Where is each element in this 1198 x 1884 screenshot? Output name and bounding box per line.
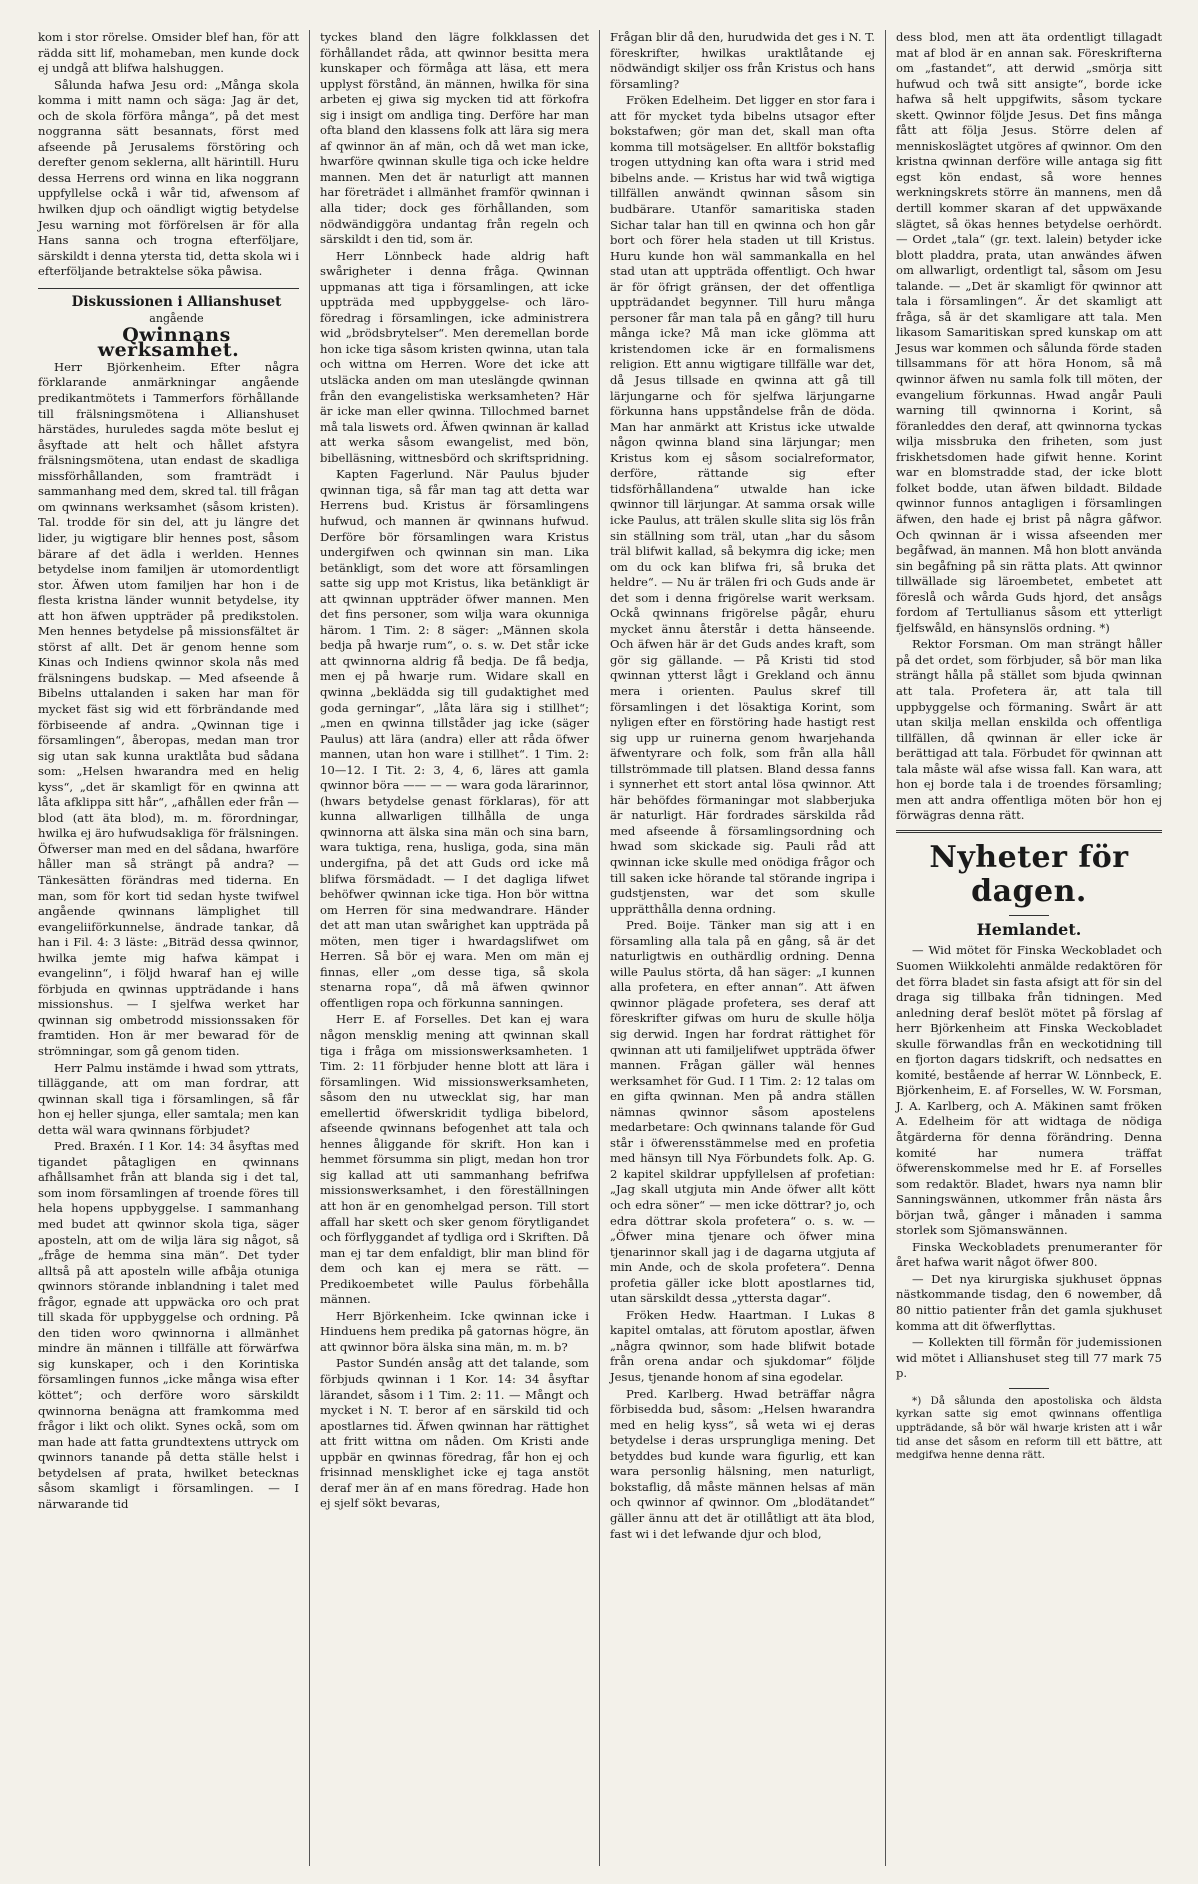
paragraph: dess blod, men att äta ordentligt tillagadt mat af blod är en annan sak. Föreskrifterna om „fastandet“, att derwid „smörja sitt hufwud och twå sitt ansigte“, borde icke hafwa så helt uppgifwits, såsom tyckare skett. Qwinnor följde Jesus. Det fins många fått att följa Jesus. Större delen af menniskoslägtet utgöres af qwinnor. Om den kristna qwinnan derföre wille antaga sig fitt egst kön endast, så wore hennes werkningskrets större än mannens, men då dertill kommer skaran af det uppwäxande slägtet, så ökas hennes betydelse oerhördt. — Ordet „tala“ (gr. text. lalein) betyder icke blott pladdra, prata, utan anwändes äfwen om allwarligt, ordentligt tal, såsom om Jesu talande. — „Det är skamligt för qwinnor att tala i församlingen“. Är det skamligt att fråga, så är det skamligare att tala. Men likasom Samaritiskan spred kunskap om att Jesus war kommen och sålunda förde staden tillsammans för att höra Honom, så må qwinnor äfwen nu samla folk till möten, der evangelium förkunnas. Hwad angår Pauli warning till qwinnorna i Korint, så föranleddes den deraf, att qwinnorna tyckas wilja missbruka den friheten, som just friskhetsdomen hade gifwit henne. Korint war en blomstradde stad, der icke blott folket bodde, utan äfwen bildadt. Bildade qwinnor funnos antagligen i församlingen äfwen, den hade ej brist på några gåfwor. Och qwinnan är i wissa afseenden mer begåfwad, än mannen. Må hon blott använda sin begåfning på sin rätta plats. Att qwinnor tillwällade sig läroembetet, embetet att föreslå och wårda Guds hjord, det ansågs fordom af Tertullianus såsom ett ytterligt fjelfswåld, en hänsynslös ordning. *) [896,30,1162,635]
news-subheading: Hemlandet. [976,919,1082,939]
paragraph: Pred. Karlberg. Hwad beträffar några förbisedda bud, såsom: „Helsen hwarandra med en helig kyss“, så weta wi ej deras betydelse i deras ursprungliga mening. Det betyddes bud kunde wara figurlig, ett kan wara personlig hälsning, men naturligt, bokstaflig, då måste männen helsas af män och qwinnor af qwinnor. Om „blodätandet“ gäller ännu att det är otillåtligt att äta blod, fast wi i det lefwande djur och blod, [610,1386,875,1541]
paragraph: Rektor Forsman. Om man strängt håller på det ordet, som förbjuder, så bör man lika strängt hålla på stället som bjuda qwinnan att tala. Profetera är, att tala till uppbyggelse och förmaning. Swårt är att utan skilja mellan enskilda och offentliga tillfällen, då qwinnan är eller icke är berättigad att tala. Förbudet för qwinnan att tala måste wäl afse wissa fall. Kan wara, att hon ej borde tala i de troendes församling; men att andra offentliga möten bör hon ej förwägras denna rätt. [896,637,1162,823]
section-title: Diskussionen i Allianshuset [71,293,282,310]
column-3 [600,30,886,1866]
paragraph: Fröken Edelheim. Det ligger en stor fara i att för mycket tyda bibelns utsagor efter bokstafwen; gör man det, skall man ofta komma till motsägelser. En alltför bokstaflig trogen uttydning kan ofta wara i strid med bibelns ande. — Kristus har wid twå wigtiga tillfällen anwändt qwinnan såsom sin budbärare. Utanför samaritiska staden Sichar talar han till en qwinna och hon går bort och förer hela staden ut till Kristus. Huru kunde hon wäl sammankalla en hel stad utan att uppträda offentligt. Och hwar är för öfrigt gränsen, der det offentliga uppträdandet begynner. Till huru många personer får man tala på en gång? till huru många icke? Må man icke glömma att kristendomen icke är en formalismens religion. Ett annu wigtigare tillfälle war det, då Jesus tillsade en qwinna att gå till lärjungarne och för sjelfwa lärjungarne förkunna hans uppståndelse från de döda. Man har anmärkt att Kristus icke utwalde någon qwinna bland sina lärjungar; men Kristus kom ej såsom socialreformator, derföre, rättande sig efter tidsförhållandena“ utwalde han icke qwinnor till lärjungar. At samma orsak wille icke Paulus, att trälen skulle slita sig lös från sin ställning som träl, utan „har du såsom träl blifwit kallad, så bekymra dig icke; men om du ock kan blifwa fri, så bruka det heldre“. — Nu är trälen fri och Guds ande är det som i denna frigörelse warit werksam. Ockå qwinnans frigörelse pågår, ehuru mycket ännu återstår i detta hänseende. Och äfwen här är det Guds andes kraft, som gör sig gällande. — På Kristi tid stod qwinnan ytterst lågt i Grekland och ännu mera i orienten. Paulus skref till församlingen i det lösaktiga Korint, som nyligen efter en förstöring hade hastigt rest sig upp ur ruinerna genom hwarjehanda äfwentyrare och folk, som från alla håll tillströmmade till platsen. Bland dessa fanns i synnerhet ett stort antal lösa qwinnor. Att här behöfdes förmaningar mot slabberjuka är naturligt. Här fordrades särskilda råd med afseende å församlingsordning och hwad som skickade sig. Pauli råd att qwinnan icke skulle med onödiga frågor och till saken icke hörande tal störande ingripa i gudstjensten, war det som skulle upprätthålla denna ordning. [610,93,876,916]
paragraph: Herr E. af Forselles. Det kan ej wara någon mensklig mening att qwinnan skall tiga i fråga om missionswerksamheten. 1 Tim. 2: 11 förbjuder henne blott att lära i församlingen. Wid missionswerksamheten, såsom den nu utwecklat sig, har man emellertid öfwerskridit tydliga bibelord, afseende qwinnans befogenhet att tala och hennes åliggande för skrift. Hon kan i hemmet försumma sin pligt, medan hon tror sig kallad att uti sammanhang befrifwa missionswerksamhet, i den föreställningen att hon är en genomhelgad person. Till stort affall har skett och sker genom förytligandet och förflyggandet af tydliga ord i Skriften. Då man ej tar dem enfaldigt, blir man blind för dem och kan ej mera se rätt. — Predikoembetet wille Paulus förbehålla männen. [320,1012,589,1307]
news-item: — Kollekten till förmån för judemissionen wid mötet i Allianshuset steg till 77 mark 75 p. [896,1335,1162,1381]
divider [1009,1388,1049,1389]
news-item: — Wid mötet för Finska Weckobladet och Suomen Wiikkolehti anmälde redaktören för det förra bladet sin fasta afsigt att för sin del draga sig tillbaka från tidningen. Med anledning deraf beslöt mötet på förslag af herr Björkenheim att Finska Weckobladet skulle förwandlas från en weckotidning till en fjorton dagars tidskrift, och nedsattes en komité, bestående af herrar W. Lönnbeck, E. Björkenheim, E. af Forselles, W. W. Forsman, J. A. Karlberg, och A. Mäkinen samt fröken A. Edelheim för att widtaga de nödiga åtgärderna för denna förändring. Denna komité har numera träffat öfwerenskommelse med hr E. af Forselles som redaktör. Bladet, hwars nya namn blir Sanningswännen, utkommer från nästa års början twå, gånger i månaden i samma storlek som Sjömanswännen. [896,943,1162,1238]
divider [896,830,1162,833]
divider [38,288,299,289]
paragraph: Pastor Sundén ansåg att det talande, som förbjuds qwinnan i 1 Kor. 14: 34 åsyftar lärandet, såsom i 1 Tim. 2: 11. — Mångt och mycket i N. T. beror af en särskild tid och apostlarnes tid. Äfwen qwinnan har rättighet att fritt wittna om nåden. Om Kristi ande uppbär en qwinnas föredrag, får hon ej och frisinnad mensklighet icke ej taga anstöt deraf mer än af en mans föredrag. Hade hon ej sjelf sökt bevaras, [320,1356,589,1511]
paragraph: kom i stor rörelse. Omsider blef han, för att rädda sitt lif, mohameban, men kunde dock ej undgå att blifwa halshuggen. [38,30,299,76]
news-item: — Det nya kirurgiska sjukhuset öppnas nästkommande tisdag, den 6 nowember, då 80 nittio patienter från det gamla sjukhuset komma att dit öfwerflyttas. [896,1271,1162,1333]
paragraph: Pred. Boije. Tänker man sig att i en församling alla tala på en gång, så är det naturligtwis en outhärdlig ordning. Denna wille Paulus störta, då han säger: „I kunnen alla profetera, en efter annan“. Att äfwen qwinnor plägade profetera, ses deraf att föreskrifter gifwas om huru de skulle hölja sig derwid. Ingen har fordrat rättighet för qwinnan att uti familjelifwet uppträda öfwer mannen. Frågan gäller wäl hennes werksamhet för Gud. I 1 Tim. 2: 12 talas om en gifta qwinnan. Men på andra ställen nämnas qwinnor såsom apostelens medarbetare: Och qwinnans talande för Gud står i öfwerensstämmelse med en profetia med hänsyn till Nya Förbundets folk. Ap. G. 2 kapitel skildrar uppfyllelsen af profetian: „Jag skall utgjuta min Ande öfwer allt kött och edra söner“ — men icke döttrar? jo, och edra döttrar skola profetera“ o. s. w. — „Öfwer mina tjenare och öfwer mina tjenarinnor skall jag i de dagarna utgjuta af min Ande, och de skola profetera“. Denna profetia gäller icke blott apostlarnes tid, utan särskildt dessa „yttersta dagar“. [610,918,875,1306]
paragraph: Herr Björkenheim. Efter några förklarande anmärkningar angående predikantmötets i Tammerfors förhållande till frälsningsmötena i Allianshuset härstädes, huruledes sagda möte beslut ej åsyftade att helt och hållet afstyra frälsningsmötena, utan endast de skadliga missförhållanden, som framträdt i sammanhang med dem, skred tal. till frågan om qwinnans werksamhet (såsom kristen). Tal. trodde för sin del, att ju längre det lider, ju wigtigare blir hennes post, såsom bärare af det ädla i werlden. Hennes betydelse inom familjen är utomordentligt stor. Äfwen utom familjen har hon i de flesta kristna länder wunnit betydelse, ity att hon äfwen uppträder på predikstolen. Men hennes betydelse på missionsfältet är störst af allt. Det är genom henne som Kinas och Indiens qwinnor skola nås med frälsningens budskap. — Med afseende å Bibelns uttalanden i saken har man för mycket fäst sig wid ett förbrändande med förbiseende af andra. „Qwinnan tige i församlingen“, åberopas, medan man tror sig utan sak kunna uraktlåta bud sådana som: „Helsen hwarandra med en helig kyss“, „det är skamligt för en qwinna att låta afklippa sitt hår“, „afhållen eder från — blod (att äta blod), m. m. förordningar, hwilka ej äro hufwudsakliga för frälsningen. Öfwerser man med en del sådana, hwarföre håller man så strängt på andra? — Tänkesätten förändras med tiderna. En man, som för kort tid sedan hyste twifwel angående qwinnans lämplighet till evangeliiförkunnelse, ändrade tankar, då han i Fil. 4: 3 läste: „Biträd dessa qwinnor, hwilka jemte mig hafwa kämpat i evangelinn“, i följd hwaraf han ej wille förbjuda en qwinnas uppträdande i hans missionshus. — I sjelfwa werket har qwinnan sig ombetrodd missionssaken för framtiden. Hon är mer bewarad för de strömningar, som gå genom tiden. [38,359,299,1058]
news-item: Finska Weckobladets prenumeranter för året hafwa warit något öfwer 800. [896,1239,1162,1270]
footnote: *) Då sålunda den apostoliska och äldsta kyrkan satte sig emot qwinnans offentliga uppträdande, så bör wäl hwarje kristen att i wår tid anse det såsom en reform till ett bättre, att medgifwa henne denna rätt. [896,1394,1162,1462]
column-2 [310,30,600,1866]
paragraph: Herr Lönnbeck hade aldrig haft swårigheter i denna fråga. Qwinnan uppmanas att tiga i församlingen, att icke uppträda med uppbyggelse- och läro-föredrag i församlingen, icke administrera wid „brödsbrytelser“. Men deremellan borde hon icke tiga såsom kristen qwinna, utan tala och wittna om Herren. Wore det icke att utsläcka anden om man uteslängde qwinnan från den evangelistiska werksamheten? Här är icke man eller qwinna. Tillochmed barnet må tala liswets ord. Äfwen qwinnan är kallad att werka såsom ewangelist, med bön, bibelläsning, wittnesbörd och skriftspridning. [320,248,589,465]
paragraph: Herr Palmu instämde i hwad som yttrats, tilläggande, att om man fordrar, att qwinnan skall tiga i församlingen, så får hon ej heller sjunga, eller samtala; men kan detta wäl wara qwinnans förbjudet? [38,1060,299,1137]
divider [1009,915,1049,916]
section-subtitle: angående [149,312,204,326]
paragraph: Pred. Braxén. I 1 Kor. 14: 34 åsyftas med tigandet påtagligen en qwinnans afhållsamhet från att blanda sig i det tal, som inom församlingen af troende föres till hela hopens uppbyggelse. I sammanhang med budet att qwinnor skola tiga, säger aposteln, att om de wilja lära sig något, så „fråge de hemma sina män“. Det tyder alltså på att aposteln wille afbåja otuniga qwinnors störande inblandning i talet med frågor, egnade att uppwäcka oro och prat till skada för uppbyggelse och ordning. På den tiden woro qwinnorna i allmänhet mindre än männen i tillfälle att förwärfwa sig kunskaper, och i den Korintiska församlingen funnos „icke många wisa efter köttet“; och derföre woro särskildt qwinnorna benägna att framkomma med frågor i likt och olikt. Synes ockå, som om man hade att fatta grundtextens uttryck om qwinnors tanande på detta ställe helst i betydelsen af prata, hwilket betecknas såsom skamligt i församlingen. — I närwarande tid [38,1139,299,1511]
paragraph: Frågan blir då den, hurudwida det ges i N. T. föreskrifter, hwilkas uraktlåtande ej nödwändigt skiljer oss från Kristus och hans församling? [610,30,875,91]
paragraph: Kapten Fagerlund. När Paulus bjuder qwinnan tiga, så får man tag att detta war Herrens bud. Kristus är församlingens hufwud, och mannen är qwinnans hufwud. Derföre bör församlingen wara Kristus undergifwen och qwinnan sin man. Lika betänkligt, som det wore att församlingen satte sig upp mot Kristus, lika betänkligt är att qwinnan uppträder öfwer mannen. Men det fins personer, som wilja wara okunniga härom. 1 Tim. 2: 8 säger: „Männen skola bedja på hwarje rum“, o. s. w. Det står icke att qwinnorna aldrig få bedja. De få bedja, men ej på hwarje rum. Widare skall en qwinna „beklädda sig till gudaktighet med goda gerningar“, „låta lära sig i stillhet“; „men en qwinna tillståder jag icke (säger Paulus) att lära (andra) eller att råda öfwer mannen, utan hon ware i stillhet“. 1 Tim. 2: 10—12. I Tit. 2: 3, 4, 6, läres att gamla qwinnor böra —— — — wara goda lärarinnor, (hwars betydelse genast förklaras), för att kunna allwarligen tillhålla de unga qwinnorna att älska sina män och sina barn, wara tuktiga, rena, husliga, goda, sina män undergifna, på det att Guds ord icke må blifwa försmädadt. — I det dagliga lifwet behöfwer qwinnan icke tiga. Hon bör wittna om Herren för sina medwandrare. Händer det att man utan swårighet kan uppträda på möten, men tiger i hwardagslifwet om Herren. Så bör ej wara. Men om män ej finnas, eller „om desse tiga, så skola stenarna ropa“, då må äfwen qwinnor offentligen ropa och förkunna sanningen. [320,467,589,1010]
column-1 [28,30,310,1866]
paragraph: tyckes bland den lägre folkklassen det förhållandet råda, att qwinnor besitta mera kunskaper och förmåga att läsa, ett mera upplyst förstånd, än männen, hwilka för sina arbeten ej giwa sig mycken tid att förkofra sig i insigt om andliga ting. Derföre har man ofta bland den klassens folk att lära sig mera af qwinnor än af män, och då wet man icke, hwarföre qwinnan skulle tiga och icke heldre mannen. Men det är naturligt att mannen har företrädet i allmänhet framför qwinnan i alla tider; dock ges förhållanden, som nödwändiggöra undantag från regeln och särskildt i den tid, som är. [320,30,589,247]
paragraph: Herr Björkenheim. Icke qwinnan icke i Hinduens hem predika på gatornas högre, än att qwinnor böra älska sina män, m. m. b? [320,1308,589,1354]
section-heading: Qwinnans werksamhet. [97,323,240,362]
paragraph: Sålunda hafwa Jesu ord: „Många skola komma i mitt namn och säga: Jag är det, och de skola förföra många“, på det mest noggranna sätt besannats, först med afseende på Jerusalems förstöring och derefter genom seklerna, allt härintill. Huru dessa Herrens ord winna en lika noggrann uppfyllelse ockå i wår tid, afwensom af hwilken djup och oändligt wigtig betydelse Jesu warning mot förförelsen är för alla Hans sanna och trogna efterföljare, särskildt i denna ytersta tid, detta skola wi i efterföljande betraktelse söka påwisa. [38,77,299,279]
paragraph: Fröken Hedw. Haartman. I Lukas 8 kapitel omtalas, att förutom apostlar, äfwen „några qwinnor, som hade blifwit botade från orena andar och sjukdomar“ följde Jesus, tjenande honom af sina egodelar. [610,1307,875,1385]
column-4 [886,30,1172,1866]
news-masthead: Nyheter för dagen. [929,839,1129,909]
